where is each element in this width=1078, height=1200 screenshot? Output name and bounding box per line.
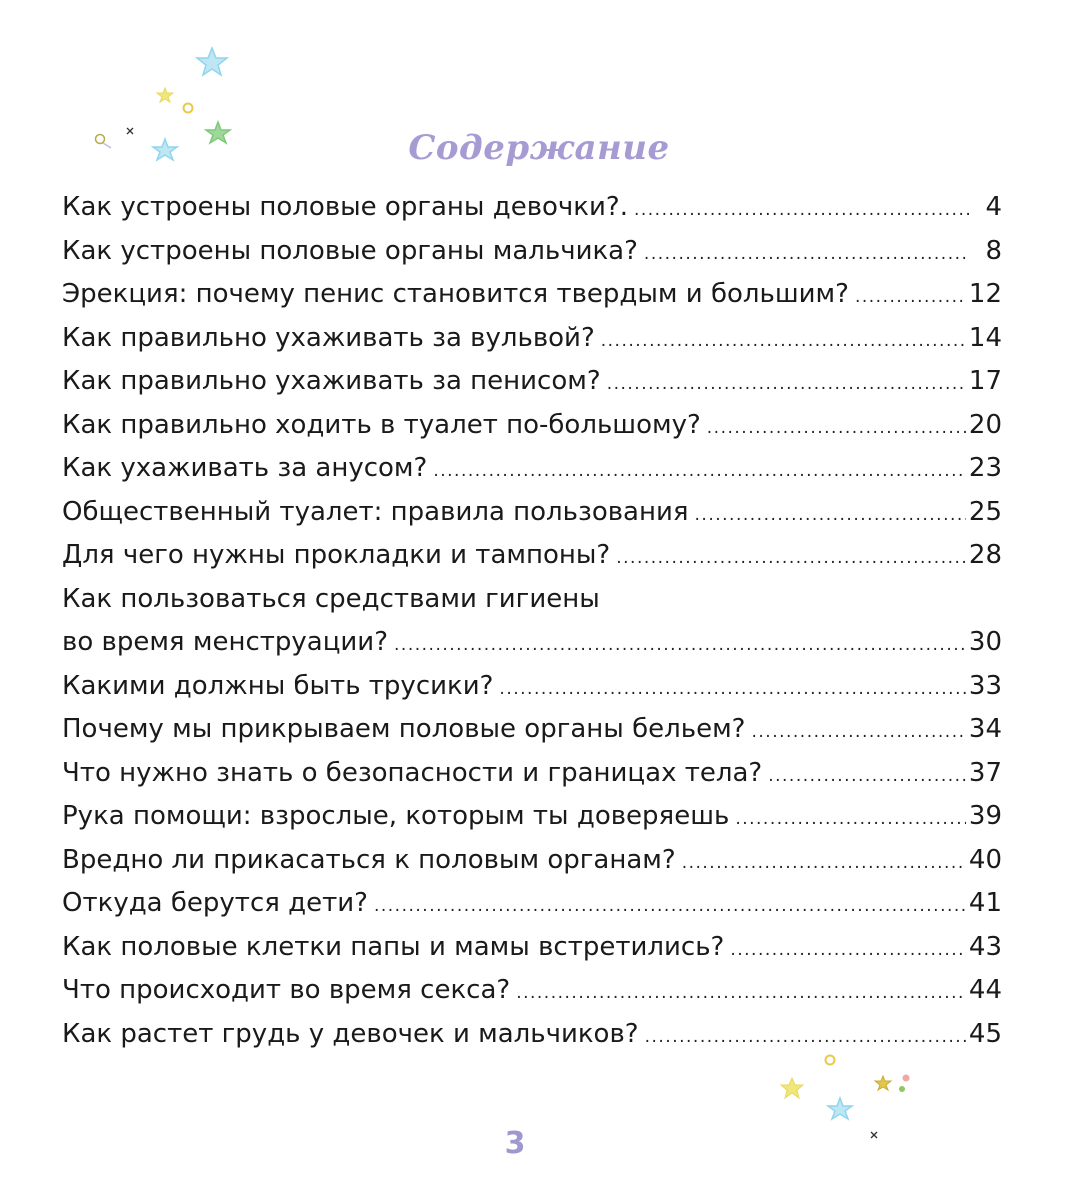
- dot-leader: [374, 885, 966, 929]
- dot-leader: [616, 537, 966, 581]
- toc-entry-title: Как ухаживать за анусом?: [62, 453, 428, 483]
- toc-entry-title: во время менструации?: [62, 627, 389, 657]
- star-icon: [828, 1098, 852, 1119]
- toc-entry-page: 20: [968, 409, 1002, 440]
- star-icon: [157, 88, 173, 102]
- toc-entry-title: Для чего нужны прокладки и тампоны?: [62, 540, 611, 570]
- toc-entry-page: 40: [968, 844, 1002, 875]
- toc-entry-title: Как устроены половые органы мальчика?: [62, 235, 638, 266]
- toc-entry-title: Какими должны быть трусики?: [62, 670, 494, 701]
- dot-icon: [903, 1075, 910, 1082]
- toc-entry[interactable]: [62, 752, 1002, 796]
- dot-leader: [607, 363, 966, 407]
- circle-icon: [826, 1056, 835, 1065]
- toc-entry-page: 4: [985, 192, 1002, 222]
- toc-entry-page: 44: [968, 975, 1002, 1005]
- toc-entry-title: Вредно ли прикасаться к половым органам?: [62, 844, 676, 875]
- star-icon: [197, 48, 227, 75]
- dot-leader: [730, 929, 966, 973]
- page-number: 3: [504, 1126, 526, 1161]
- toc-entry-title: Что нужно знать о безопасности и границах тела?: [62, 757, 763, 788]
- toc-entry-title: Как правильно ухаживать за вульвой?: [62, 322, 595, 353]
- toc-entry-page: 39: [968, 801, 1002, 831]
- toc-entry-page: 34: [968, 714, 1002, 744]
- toc-entry-title: Как правильно ухаживать за пенисом?: [62, 366, 601, 396]
- dot-leader: [516, 972, 966, 1016]
- toc-entry-title: Что происходит во время секса?: [62, 975, 511, 1005]
- toc-entry-title: Как устроены половые органы девочки?.: [62, 192, 628, 222]
- toc-entry-page: 43: [968, 931, 1002, 962]
- star-icon: [781, 1078, 803, 1098]
- toc-entry[interactable]: [62, 969, 1002, 1013]
- toc-entry-page: 23: [968, 453, 1002, 483]
- toc-entry-title: Как половые клетки папы и мамы встретились?: [62, 931, 725, 962]
- dot-leader: [499, 668, 965, 712]
- toc-entry[interactable]: [62, 621, 1002, 665]
- toc-entry-page: 30: [968, 627, 1002, 657]
- toc-entry-page: 41: [968, 888, 1002, 918]
- toc-entry-title: Рука помощи: взрослые, которым ты доверяешь: [62, 801, 730, 831]
- table-of-contents: [62, 186, 1002, 1056]
- toc-entry-title: Общественный туалет: правила пользования: [62, 496, 689, 527]
- dot-leader: [394, 624, 966, 668]
- dot-leader: [601, 320, 966, 364]
- dot-leader: [751, 711, 965, 755]
- dot-leader: [707, 407, 966, 451]
- toc-entry-page: 28: [968, 540, 1002, 570]
- toc-entry[interactable]: [62, 534, 1002, 578]
- toc-entry[interactable]: [62, 186, 1002, 230]
- toc-entry-page: 33: [968, 670, 1002, 701]
- dot-icon: [899, 1086, 905, 1092]
- toc-entry-page: 17: [968, 366, 1002, 396]
- toc-entry[interactable]: [62, 839, 1002, 883]
- toc-entry-title: Как растет грудь у девочек и мальчиков?: [62, 1018, 639, 1049]
- dot-leader: [644, 233, 969, 277]
- toc-entry-page: 8: [985, 235, 1002, 266]
- toc-entry-title: Эрекция: почему пенис становится твердым и большим?: [62, 279, 849, 309]
- dot-leader: [433, 450, 966, 494]
- toc-entry[interactable]: [62, 926, 1002, 970]
- toc-entry-title: Почему мы прикрываем половые органы бельем?: [62, 714, 746, 744]
- toc-entry-title: Как пользоваться средствами гигиены: [62, 583, 600, 614]
- toc-entry-title: Как правильно ходить в туалет по-большому?: [62, 409, 701, 440]
- toc-entry[interactable]: [62, 795, 1002, 839]
- page-title: Содержание: [408, 128, 670, 168]
- toc-entry-page: 14: [968, 322, 1002, 353]
- dot-leader: [634, 189, 969, 233]
- toc-entry-page: 25: [968, 496, 1002, 527]
- dot-leader: [695, 494, 966, 538]
- toc-entry-page: 37: [968, 757, 1002, 788]
- toc-entry[interactable]: [62, 273, 1002, 317]
- toc-entry[interactable]: [62, 447, 1002, 491]
- dot-leader: [768, 755, 966, 799]
- dot-leader: [682, 842, 966, 886]
- toc-entry[interactable]: [62, 491, 1002, 535]
- toc-entry[interactable]: [62, 882, 1002, 926]
- toc-entry-page: 45: [968, 1018, 1002, 1049]
- toc-entry[interactable]: [62, 230, 1002, 274]
- dot-leader: [855, 276, 966, 320]
- toc-entry-title: Откуда берутся дети?: [62, 888, 368, 918]
- star-icon: [875, 1076, 891, 1090]
- toc-entry[interactable]: [62, 665, 1002, 709]
- toc-entry[interactable]: [62, 404, 1002, 448]
- toc-entry[interactable]: [62, 360, 1002, 404]
- toc-entry[interactable]: [62, 708, 1002, 752]
- dot-leader: [735, 798, 966, 842]
- toc-entry[interactable]: [62, 317, 1002, 361]
- circle-icon: [184, 104, 193, 113]
- toc-entry[interactable]: [62, 578, 1002, 622]
- toc-entry-page: 12: [968, 279, 1002, 309]
